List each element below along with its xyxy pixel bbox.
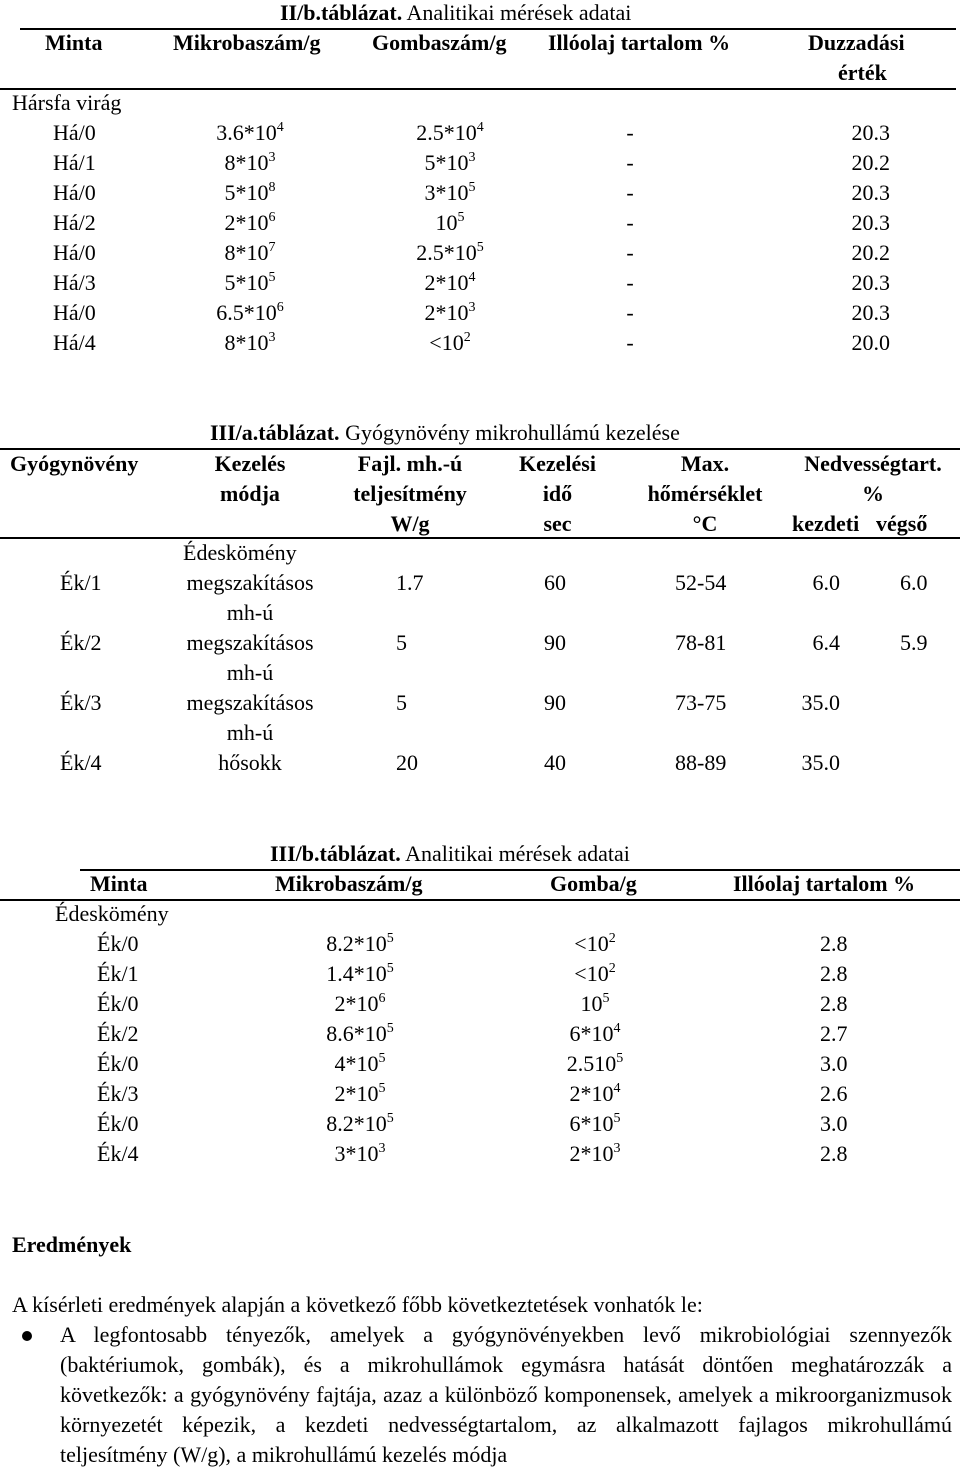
table1-cell-fungi-exponent: 3 — [468, 300, 476, 315]
table1-cell-sample: Há/3 — [53, 270, 96, 295]
table3-cell-fungi: 2.510$^5$ — [566, 1051, 624, 1076]
table1-cell-fungi-exponent: 5 — [476, 240, 484, 255]
table1-cell-oil: - — [626, 210, 634, 235]
table1-cell-fungi: $2.5*10^4$ — [416, 120, 484, 145]
table1-cell-swell: 20.3 — [851, 300, 890, 325]
table1-cell-micro: $8*10^7$ — [224, 240, 276, 265]
results-intro: A kísérleti eredmények alapján a következő főbb következtetések vonhatók le: — [12, 1292, 703, 1317]
table3-cell-fungi: $6*10^5$ — [569, 1111, 621, 1136]
table1-cell-oil: - — [626, 300, 634, 325]
table2-caption-bold: III/a.táblázat. — [210, 420, 340, 445]
table2-header-plant: Gyógynövény — [10, 451, 139, 476]
table3-cell-oil: 3.0 — [820, 1111, 848, 1136]
table2-caption — [210, 420, 680, 446]
table3-cell-micro-exponent: 5 — [386, 1111, 394, 1126]
table3-cell-micro-exponent: 5 — [386, 931, 394, 946]
table2-header-rule — [0, 537, 960, 539]
table3-cell-sample: Ék/3 — [97, 1081, 139, 1106]
table2-header-power-2: teljesítmény — [353, 481, 467, 506]
table1-cell-micro-exponent: 3 — [268, 150, 276, 165]
table1-cell-micro: $5*10^5$ — [224, 270, 276, 295]
table2-cell-sample: Ék/3 — [60, 690, 102, 715]
table1-cell-fungi: $2*10^4$ — [424, 270, 476, 295]
table3-cell-fungi-exponent: 2 — [608, 961, 616, 976]
table2-cell-method: megszakításos — [186, 630, 314, 655]
table1-cell-fungi: $<10^2$ — [429, 330, 471, 355]
table1-cell-micro: $8*10^3$ — [224, 330, 276, 355]
table1-cell-swell: 20.3 — [851, 270, 890, 295]
table1-header-swell-2: érték — [838, 60, 887, 85]
table1-header-swell-1: Duzzadási — [808, 30, 905, 55]
table2-header-moist-initial: kezdeti — [792, 511, 860, 536]
table3-cell-fungi: $<10^2$ — [574, 961, 616, 986]
table3-cell-sample: Ék/0 — [97, 1051, 139, 1076]
table3-cell-fungi: $2*10^3$ — [569, 1141, 621, 1166]
table3-cell-sample: Ék/0 — [97, 991, 139, 1016]
table2-top-rule — [0, 448, 960, 450]
table2-cell-method-2: mh-ú — [226, 660, 274, 685]
table1-cell-micro-exponent: 4 — [276, 120, 284, 135]
table1-cell-micro: $3.6*10^4$ — [216, 120, 284, 145]
table1-cell-fungi-exponent: 4 — [476, 120, 484, 135]
table2-cell-sample: Ék/4 — [60, 750, 102, 775]
table3-cell-micro: $1.4*10^5$ — [326, 961, 394, 986]
table1-cell-sample: Há/0 — [53, 240, 96, 265]
table1-cell-micro: $6.5*10^6$ — [216, 300, 284, 325]
table1-cell-micro-exponent: 8 — [268, 180, 276, 195]
table1-cell-fungi-exponent: 2 — [463, 330, 471, 345]
table2-cell-method-2: mh-ú — [226, 600, 274, 625]
table3-cell-fungi-exponent: 2 — [608, 931, 616, 946]
table2-cell-method: hősokk — [218, 750, 282, 775]
table1-cell-fungi-exponent: 4 — [468, 270, 476, 285]
table2-header-time-2: idő — [542, 481, 573, 506]
table1-cell-oil: - — [626, 150, 634, 175]
table2-cell-temp: 78-81 — [675, 630, 727, 655]
table2-header-method-1: Kezelés — [214, 451, 286, 476]
table2-header-time-1: Kezelési — [519, 451, 596, 476]
table2-cell-method: megszakításos — [186, 690, 314, 715]
table2-cell-temp: 73-75 — [675, 690, 727, 715]
table3-cell-oil: 2.6 — [820, 1081, 848, 1106]
table2-header-temp-2: hőmérséklet — [647, 481, 763, 506]
table1-cell-oil: - — [626, 240, 634, 265]
table1-header-rule — [0, 88, 956, 90]
table3-caption-bold: III/b.táblázat. — [270, 841, 401, 866]
table1-cell-oil: - — [626, 270, 634, 295]
table3-cell-fungi-exponent: 4 — [613, 1081, 621, 1096]
table2-cell-time: 40 — [544, 750, 566, 775]
table1-cell-micro: $8*10^3$ — [224, 150, 276, 175]
bullet-dot-icon — [22, 1331, 32, 1341]
table3-cell-oil: 2.8 — [820, 961, 848, 986]
table3-caption-rest: Analitikai mérések adatai — [405, 841, 630, 866]
table3-header-fungi: Gomba/g — [550, 871, 637, 896]
table1-cell-fungi-exponent: 5 — [468, 180, 476, 195]
table1-cell-sample: Há/4 — [53, 330, 96, 355]
table1-cell-fungi: $10^5$ — [435, 210, 465, 235]
table1-cell-swell: 20.2 — [851, 240, 890, 265]
table2-header-time-3: sec — [543, 511, 572, 536]
table1-caption-bold: II/b.táblázat. — [280, 0, 403, 25]
table3-cell-sample: Ék/0 — [97, 1111, 139, 1136]
table1-cell-sample: Há/0 — [53, 180, 96, 205]
table1-cell-micro-exponent: 6 — [268, 210, 276, 225]
table1-cell-swell: 20.2 — [851, 150, 890, 175]
table1-cell-fungi-exponent: 3 — [468, 150, 476, 165]
table1-cell-micro: $5*10^8$ — [224, 180, 276, 205]
table3-cell-micro-exponent: 3 — [378, 1141, 386, 1156]
table1-cell-micro: $2*10^6$ — [224, 210, 276, 235]
table3-cell-micro-exponent: 6 — [378, 991, 386, 1006]
table1-cell-micro-exponent: 3 — [268, 330, 276, 345]
table3-cell-fungi-exponent: 5 — [616, 1051, 624, 1066]
table2-cell-sample: Ék/1 — [60, 570, 102, 595]
table3-cell-fungi: $<10^2$ — [574, 931, 616, 956]
table1-cell-swell: 20.3 — [851, 120, 890, 145]
table1-cell-micro-exponent: 7 — [268, 240, 276, 255]
table1-cell-fungi: $2*10^3$ — [424, 300, 476, 325]
table2-cell-method-2: mh-ú — [226, 720, 274, 745]
table1-cell-fungi: $2.5*10^5$ — [416, 240, 484, 265]
table1-cell-sample: Há/2 — [53, 210, 96, 235]
table1-cell-micro-exponent: 6 — [276, 300, 284, 315]
table2-cell-moist-initial: 6.4 — [812, 630, 840, 655]
table2-cell-moist-final: 5.9 — [900, 630, 928, 655]
table2-header-moist-1: Nedvességtart. — [804, 451, 942, 476]
table1-cell-fungi: $3*10^5$ — [424, 180, 476, 205]
table3-cell-micro: $8.6*10^5$ — [326, 1021, 394, 1046]
table3-cell-micro-exponent: 5 — [378, 1051, 386, 1066]
results-heading: Eredmények — [12, 1232, 132, 1257]
table3-cell-sample: Ék/4 — [97, 1141, 139, 1166]
table3-cell-fungi: $6*10^4$ — [569, 1021, 621, 1046]
table3-cell-fungi-exponent: 5 — [613, 1111, 621, 1126]
table2-header-temp-1: Max. — [680, 451, 730, 476]
table3-cell-micro: $2*10^5$ — [334, 1081, 386, 1106]
table2-cell-moist-initial: 6.0 — [812, 570, 840, 595]
table3-cell-oil: 3.0 — [820, 1051, 848, 1076]
table3-cell-sample: Ék/0 — [97, 931, 139, 956]
table3-cell-oil: 2.8 — [820, 1141, 848, 1166]
table2-cell-temp: 52-54 — [675, 570, 727, 595]
table3-cell-oil: 2.8 — [820, 931, 848, 956]
table2-header-temp-3: °C — [692, 511, 718, 536]
table1-cell-sample: Há/0 — [53, 300, 96, 325]
table3-cell-fungi-exponent: 3 — [613, 1141, 621, 1156]
table1-cell-micro-exponent: 5 — [268, 270, 276, 285]
table3-cell-sample: Ék/2 — [97, 1021, 139, 1046]
table3-header-oil: Illóolaj tartalom % — [733, 871, 916, 896]
table2-cell-moist-initial: 35.0 — [801, 690, 840, 715]
table3-header-minta: Minta — [90, 871, 148, 896]
table3-caption — [270, 841, 630, 867]
table3-cell-fungi: $10^5$ — [580, 991, 610, 1016]
table3-cell-oil: 2.7 — [820, 1021, 848, 1046]
table3-cell-micro: $3*10^3$ — [334, 1141, 386, 1166]
table1-cell-sample: Há/1 — [53, 150, 96, 175]
table3-cell-micro: $8.2*10^5$ — [326, 1111, 394, 1136]
table2-cell-power: 20 — [396, 750, 418, 775]
table1-header-minta: Minta — [45, 30, 103, 55]
table1-group-label: Hársfa virág — [12, 90, 122, 115]
table2-header-power-1: Fajl. mh.-ú — [357, 451, 463, 476]
table1-cell-oil: - — [626, 180, 634, 205]
table3-header-micro: Mikrobaszám/g — [275, 871, 423, 896]
table3-cell-sample: Ék/1 — [97, 961, 139, 986]
table3-cell-micro: $8.2*10^5$ — [326, 931, 394, 956]
table1-header-fungi: Gombaszám/g — [372, 30, 507, 55]
table1-header-micro: Mikrobaszám/g — [173, 30, 321, 55]
table2-cell-sample: Ék/2 — [60, 630, 102, 655]
table2-cell-power: 1.7 — [396, 570, 424, 595]
results-bullet-1: A legfontosabb tényezők, amelyek a gyógynövényekben levő mikrobiológiai szennyezők (baktériumok, gombák), és a mikrohullámok egymásra hatását döntően meghatározzák a következők: a gyógynövény fajtája, azaz a különböző komponensek, amelyek a mikroorganizmusok környezetét képezik, a kezdeti nedvességtartalom, az alkalmazott fajlagos mikrohullámú teljesítmény (W/g), a mikrohullámú kezelés módja — [60, 1322, 952, 1467]
table3-cell-micro-exponent: 5 — [386, 1021, 394, 1036]
table1-header-oil: Illóolaj tartalom % — [548, 30, 731, 55]
table1-caption-rest: Analitikai mérések adatai — [406, 0, 632, 25]
table3-cell-micro: $2*10^6$ — [334, 991, 386, 1016]
table1-cell-fungi-exponent: 5 — [457, 210, 465, 225]
table3-cell-oil: 2.8 — [820, 991, 848, 1016]
table2-cell-moist-initial: 35.0 — [801, 750, 840, 775]
table1-cell-swell: 20.0 — [851, 330, 890, 355]
table1-cell-oil: - — [626, 120, 634, 145]
table1-cell-swell: 20.3 — [851, 210, 890, 235]
table3-cell-fungi-exponent: 5 — [602, 991, 610, 1006]
table3-cell-fungi-exponent: 4 — [613, 1021, 621, 1036]
table3-group-label: Édeskömény — [55, 901, 169, 926]
table1-cell-swell: 20.3 — [851, 180, 890, 205]
table3-cell-micro-exponent: 5 — [386, 961, 394, 976]
table1-cell-sample: Há/0 — [53, 120, 96, 145]
table2-header-method-2: módja — [220, 481, 280, 506]
table3-cell-micro: $4*10^5$ — [334, 1051, 386, 1076]
table2-header-moist-final: végső — [876, 511, 928, 536]
table2-cell-method: megszakításos — [186, 570, 314, 595]
table2-cell-time: 90 — [544, 630, 566, 655]
table2-cell-temp: 88-89 — [675, 750, 727, 775]
table2-caption-rest: Gyógynövény mikrohullámú kezelése — [345, 420, 680, 445]
table2-cell-power: 5 — [396, 690, 407, 715]
table1-cell-oil: - — [626, 330, 634, 355]
table2-cell-time: 60 — [544, 570, 566, 595]
table2-header-power-3: W/g — [390, 511, 430, 536]
table2-header-moist-2: % — [862, 481, 884, 506]
table1-caption — [280, 0, 631, 26]
table3-cell-micro-exponent: 5 — [378, 1081, 386, 1096]
table3-cell-fungi: $2*10^4$ — [569, 1081, 621, 1106]
table2-cell-time: 90 — [544, 690, 566, 715]
table1-cell-fungi: $5*10^3$ — [424, 150, 476, 175]
table2-group-label: Édeskömény — [183, 540, 297, 565]
table2-cell-moist-final: 6.0 — [900, 570, 928, 595]
table2-cell-power: 5 — [396, 630, 407, 655]
